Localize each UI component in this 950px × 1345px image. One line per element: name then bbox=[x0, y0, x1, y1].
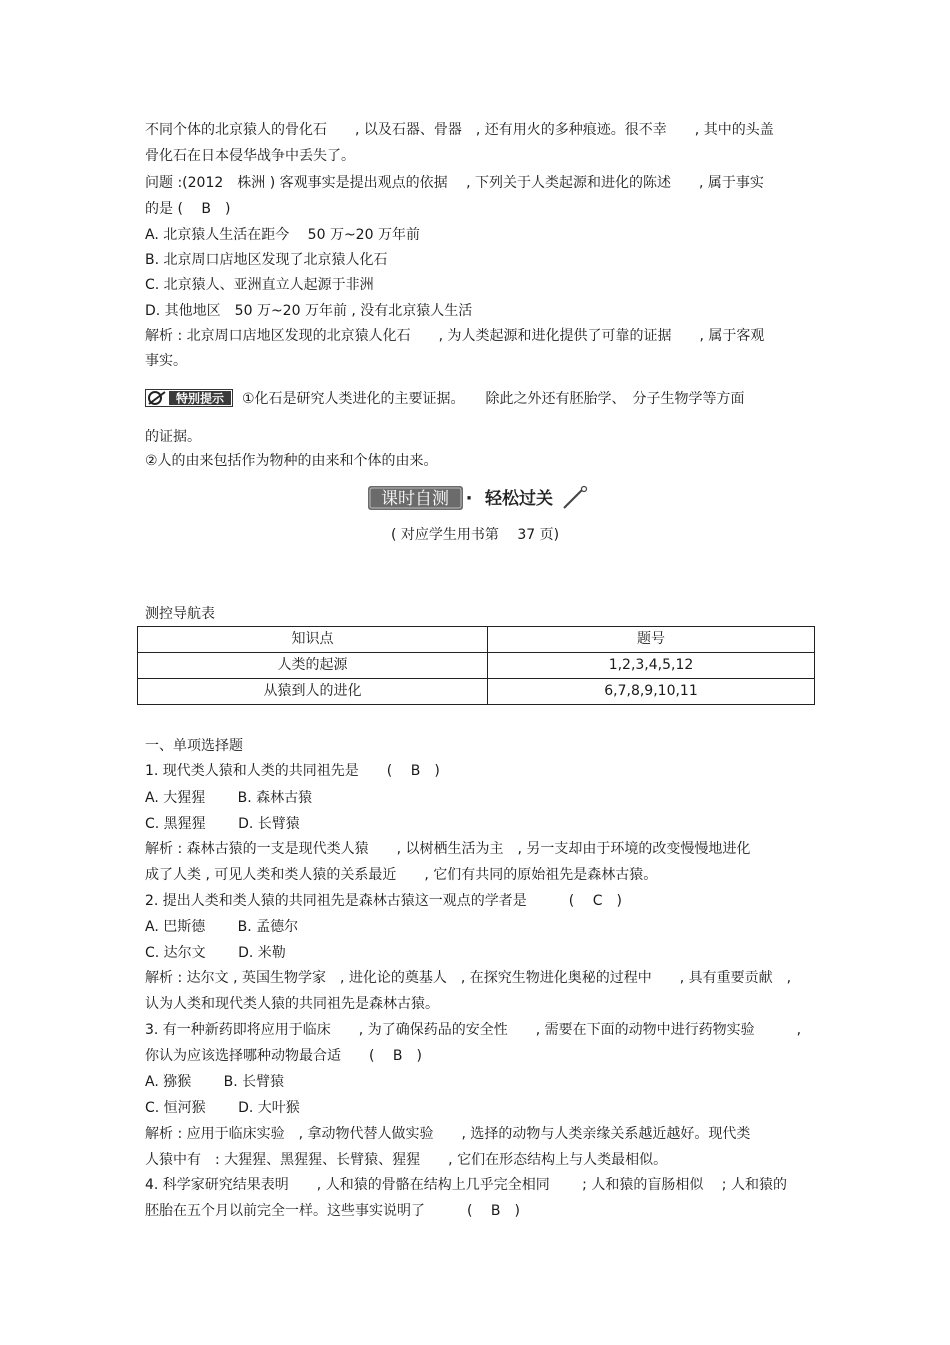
banner-left-text: 课时自测 bbox=[381, 489, 449, 509]
q1-options-ab: A. 大猩猩 B. 森林古猿 bbox=[145, 790, 313, 806]
option-a: A. 北京猿人生活在距今 50 万~20 万年前 bbox=[145, 227, 420, 243]
q1-analysis-1: 解析 : 森林古猿的一支是现代类人猿 , 以树栖生活为主 , 另一支却由于环境的改变慢慢地进化 bbox=[145, 841, 751, 857]
q4-stem-1: 4. 科学家研究结果表明 , 人和猿的骨骼在结构上几乎完全相同 ; 人和猿的盲肠相似 ; 人和猿的 bbox=[145, 1177, 787, 1193]
option-b: B. 北京周口店地区发现了北京猿人化石 bbox=[145, 252, 388, 268]
table-row bbox=[138, 679, 815, 705]
nav-table-caption: 测控导航表 bbox=[145, 606, 215, 622]
tip-line-1: ①化石是研究人类进化的主要证据。 除此之外还有胚胎学、 分子生物学等方面 bbox=[242, 391, 745, 407]
table-cell: 人类的起源 bbox=[138, 653, 488, 679]
textbook-page-reference: ( 对应学生用书第 37 页) bbox=[390, 527, 560, 543]
question-line-2: 的是 ( B ) bbox=[145, 201, 231, 217]
tip-line-3: ②人的由来包括作为物种的由来和个体的由来。 bbox=[145, 453, 438, 469]
analysis-line-1: 解析 : 北京周口店地区发现的北京猿人化石 , 为人类起源和进化提供了可靠的证据 , 属于客观 bbox=[145, 328, 765, 344]
q2-analysis-2: 认为人类和现代类人猿的共同祖先是森林古猿。 bbox=[145, 996, 439, 1012]
analysis-line-2: 事实。 bbox=[145, 353, 187, 369]
q2-stem: 2. 提出人类和类人猿的共同祖先是森林古猿这一观点的学者是 ( C ) bbox=[145, 893, 622, 909]
nav-table-header-question-number: 题号 bbox=[488, 627, 815, 653]
table-cell: 1,2,3,4,5,12 bbox=[488, 653, 815, 679]
option-d: D. 其他地区 50 万~20 万年前 , 没有北京猿人生活 bbox=[145, 303, 473, 319]
special-tip-badge bbox=[145, 389, 233, 407]
q1-analysis-2: 成了人类 , 可见人类和类人猿的关系最近 , 它们有共同的原始祖先是森林古猿。 bbox=[145, 867, 658, 883]
table-cell: 6,7,8,9,10,11 bbox=[488, 679, 815, 705]
q1-options-cd: C. 黑猩猩 D. 长臂猿 bbox=[145, 816, 300, 832]
banner-pen-icon bbox=[564, 490, 582, 508]
q2-options-cd: C. 达尔文 D. 米勒 bbox=[145, 945, 286, 961]
q3-stem-2: 你认为应该选择哪种动物最合适 ( B ) bbox=[145, 1048, 422, 1064]
q3-options-ab: A. 猕猴 B. 长臂猿 bbox=[145, 1074, 285, 1090]
option-c: C. 北京猿人、亚洲直立人起源于非洲 bbox=[145, 277, 374, 293]
q3-analysis-2: 人猿中有 : 大猩猩、黑猩猩、长臂猿、猩猩 , 它们在形态结构上与人类最相似。 bbox=[145, 1152, 668, 1168]
nav-table-header-knowledge: 知识点 bbox=[138, 627, 488, 653]
section-banner bbox=[368, 484, 593, 512]
special-tip-label: 特别提示 bbox=[175, 391, 225, 406]
intro-line-1: 不同个体的北京猿人的骨化石 , 以及石器、骨器 , 还有用火的多种痕迹。很不幸 , 其中的头盖 bbox=[145, 122, 774, 138]
table-cell: 从猿到人的进化 bbox=[138, 679, 488, 705]
q2-analysis-1: 解析 : 达尔文 , 英国生物学家 , 进化论的奠基人 , 在探究生物进化奥秘的过程中 , 具有重要贡献 , bbox=[145, 970, 792, 986]
table-row bbox=[138, 653, 815, 679]
q2-options-ab: A. 巴斯德 B. 孟德尔 bbox=[145, 919, 299, 935]
question-line-1: 问题 :(2012 株洲 ) 客观事实是提出观点的依据 , 下列关于人类起源和进化的陈述 , 属于事实 bbox=[145, 175, 764, 191]
nav-table-header-row bbox=[138, 627, 815, 653]
section-title: 一、单项选择题 bbox=[145, 738, 243, 754]
q1-stem: 1. 现代类人猿和人类的共同祖先是 ( B ) bbox=[145, 763, 440, 779]
q4-stem-2: 胚胎在五个月以前完全一样。这些事实说明了 ( B ) bbox=[145, 1203, 520, 1219]
banner-dot: · bbox=[465, 488, 473, 509]
q3-analysis-1: 解析 : 应用于临床实验 , 拿动物代替人做实验 , 选择的动物与人类亲缘关系越近越好。现代类 bbox=[145, 1126, 751, 1142]
tip-line-2: 的证据。 bbox=[145, 429, 201, 445]
q3-stem-1: 3. 有一种新药即将应用于临床 , 为了确保药品的安全性 , 需要在下面的动物中进行药物实验 , bbox=[145, 1022, 802, 1038]
intro-line-2: 骨化石在日本侵华战争中丢失了。 bbox=[145, 148, 355, 164]
nav-table bbox=[137, 626, 815, 705]
q3-options-cd: C. 恒河猴 D. 大叶猴 bbox=[145, 1100, 300, 1116]
banner-right-text: 轻松过关 bbox=[485, 489, 553, 509]
